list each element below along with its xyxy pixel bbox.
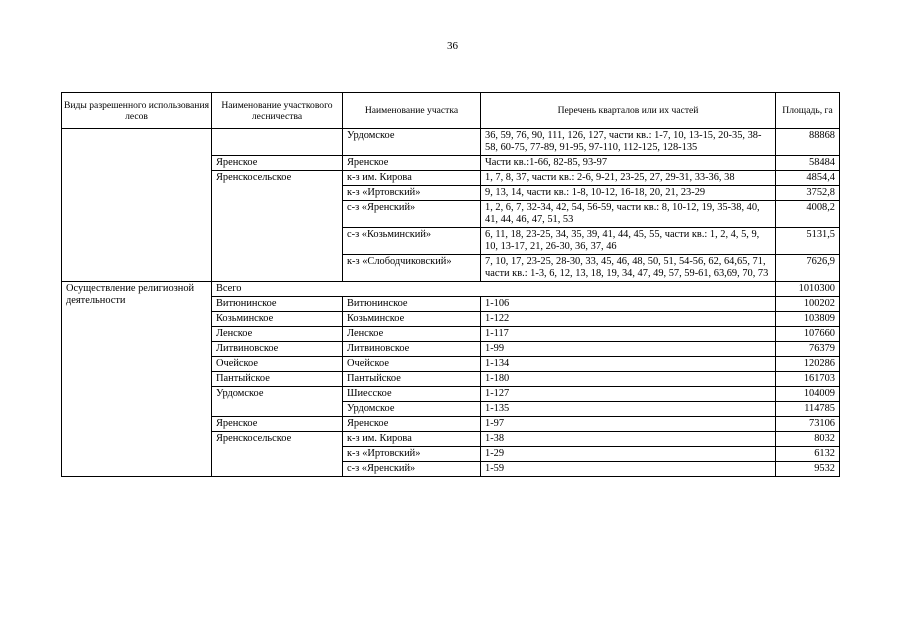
area-cell: 8032 (776, 432, 840, 447)
section-cell: к-з «Иртовский» (343, 447, 481, 462)
forestry-cell (212, 129, 343, 156)
usage-cell-religious: Осуществление религиозной деятельности (62, 282, 212, 477)
section-cell: Урдомское (343, 129, 481, 156)
forestry-cell: Пантыйское (212, 372, 343, 387)
quarters-cell: 1-135 (481, 402, 776, 417)
section-cell: Урдомское (343, 402, 481, 417)
quarters-cell: 1-99 (481, 342, 776, 357)
forest-usage-table (61, 92, 840, 477)
section-cell: к-з «Иртовский» (343, 186, 481, 201)
section-cell: с-з «Яренский» (343, 462, 481, 477)
section-cell: с-з «Яренский» (343, 201, 481, 228)
area-cell: 88868 (776, 129, 840, 156)
area-cell: 58484 (776, 156, 840, 171)
quarters-cell: 1-134 (481, 357, 776, 372)
quarters-cell: 7, 10, 17, 23-25, 28-30, 33, 45, 46, 48, 50, 51, 54-56, 62, 64,65, 71, части кв.: 1-3, 6, 12, 13, 18, 19, 34, 47, 49, 57, 59-61, 63,69, 70, 73 (481, 255, 776, 282)
table-row (62, 129, 840, 156)
section-cell: Пантыйское (343, 372, 481, 387)
header-usage-type: Виды разрешенного использования лесов (62, 93, 212, 129)
section-cell: к-з «Слободчиковский» (343, 255, 481, 282)
section-cell: Литвиновское (343, 342, 481, 357)
section-cell: Яренское (343, 417, 481, 432)
forestry-cell: Витюнинское (212, 297, 343, 312)
quarters-cell: 1-38 (481, 432, 776, 447)
forestry-cell: Яренскосельское (212, 432, 343, 477)
forestry-cell: Литвиновское (212, 342, 343, 357)
section-cell: к-з им. Кирова (343, 432, 481, 447)
header-area: Площадь, га (776, 93, 840, 129)
forestry-cell: Очейское (212, 357, 343, 372)
header-forestry: Наименование участкового лесничества (212, 93, 343, 129)
quarters-cell: 1-59 (481, 462, 776, 477)
quarters-cell: 36, 59, 76, 90, 111, 126, 127, части кв.: 1-7, 10, 13-15, 20-35, 38-58, 60-75, 77-89, 91-95, 97-110, 112-125, 128-135 (481, 129, 776, 156)
area-cell: 114785 (776, 402, 840, 417)
section-cell: Яренское (343, 156, 481, 171)
area-cell: 107660 (776, 327, 840, 342)
forestry-cell: Яренское (212, 417, 343, 432)
usage-cell-continued (62, 129, 212, 282)
quarters-cell: 1-29 (481, 447, 776, 462)
section-cell: Шиесское (343, 387, 481, 402)
area-cell: 104009 (776, 387, 840, 402)
area-cell: 7626,9 (776, 255, 840, 282)
quarters-cell: 1, 7, 8, 37, части кв.: 2-6, 9-21, 23-25, 27, 29-31, 33-36, 38 (481, 171, 776, 186)
area-cell: 9532 (776, 462, 840, 477)
page-number: 36 (447, 40, 458, 52)
quarters-cell: 1-180 (481, 372, 776, 387)
area-cell: 3752,8 (776, 186, 840, 201)
quarters-cell: 1-117 (481, 327, 776, 342)
forestry-cell: Яренскосельское (212, 171, 343, 282)
quarters-cell: 1-106 (481, 297, 776, 312)
forestry-cell: Урдомское (212, 387, 343, 417)
area-cell: 4008,2 (776, 201, 840, 228)
quarters-cell: 1-97 (481, 417, 776, 432)
area-cell: 4854,4 (776, 171, 840, 186)
header-quarters: Перечень кварталов или их частей (481, 93, 776, 129)
area-cell: 76379 (776, 342, 840, 357)
area-cell: 161703 (776, 372, 840, 387)
section-cell: Витюнинское (343, 297, 481, 312)
table-header-row (62, 93, 840, 129)
forestry-cell: Яренское (212, 156, 343, 171)
quarters-cell: Части кв.:1-66, 82-85, 93-97 (481, 156, 776, 171)
area-cell: 120286 (776, 357, 840, 372)
quarters-cell: 1, 2, 6, 7, 32-34, 42, 54, 56-59, части кв.: 8, 10-12, 19, 35-38, 40, 41, 44, 46, 47, 51, 53 (481, 201, 776, 228)
table-row-total (62, 282, 840, 297)
section-cell: с-з «Козьминский» (343, 228, 481, 255)
quarters-cell: 6, 11, 18, 23-25, 34, 35, 39, 41, 44, 45, 55, части кв.: 1, 2, 4, 5, 9, 10, 13-17, 21, 26-30, 36, 37, 46 (481, 228, 776, 255)
total-area: 1010300 (776, 282, 840, 297)
forestry-cell: Ленское (212, 327, 343, 342)
area-cell: 5131,5 (776, 228, 840, 255)
header-section: Наименование участка (343, 93, 481, 129)
section-cell: Очейское (343, 357, 481, 372)
area-cell: 100202 (776, 297, 840, 312)
area-cell: 6132 (776, 447, 840, 462)
quarters-cell: 1-122 (481, 312, 776, 327)
area-cell: 73106 (776, 417, 840, 432)
total-label: Всего (212, 282, 776, 297)
quarters-cell: 9, 13, 14, части кв.: 1-8, 10-12, 16-18, 20, 21, 23-29 (481, 186, 776, 201)
quarters-cell: 1-127 (481, 387, 776, 402)
section-cell: Козьминское (343, 312, 481, 327)
forestry-cell: Козьминское (212, 312, 343, 327)
section-cell: Ленское (343, 327, 481, 342)
area-cell: 103809 (776, 312, 840, 327)
section-cell: к-з им. Кирова (343, 171, 481, 186)
